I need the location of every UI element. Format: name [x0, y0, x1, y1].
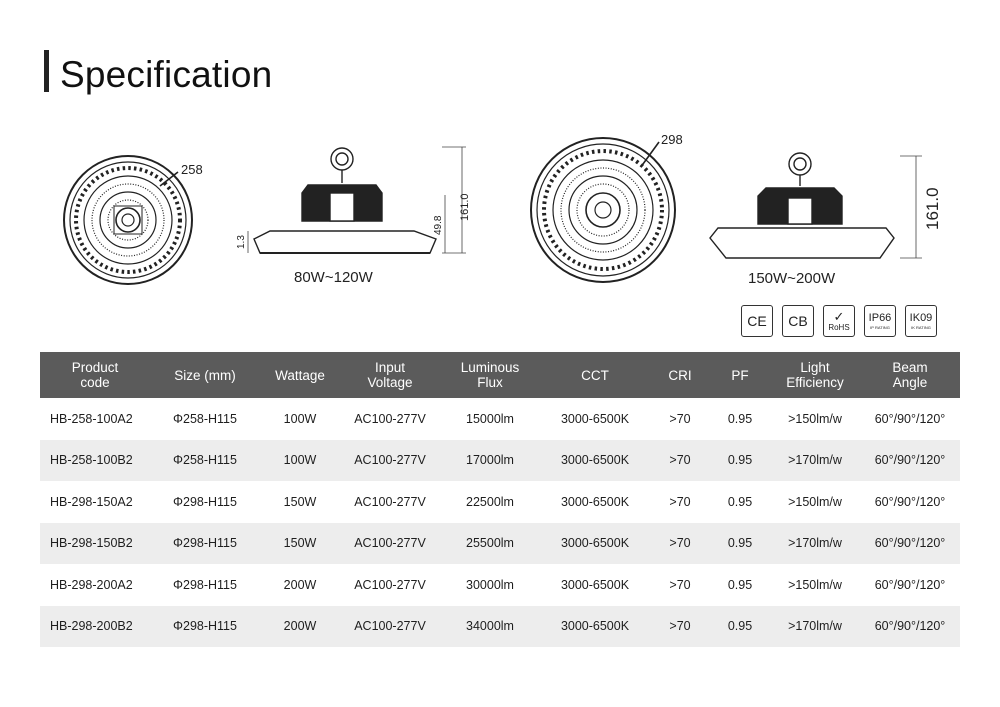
header-cri: CRI	[650, 352, 710, 398]
cell-beam-angle: 60°/90°/120°	[874, 494, 946, 509]
cell-wattage: 150W	[260, 523, 340, 565]
cell-size: Φ258-H115	[173, 411, 237, 426]
cell-product-code: HB-298-150A2	[50, 494, 133, 509]
header-luminous-flux: Luminous Flux	[440, 352, 540, 398]
cell-light-efficiency: >170lm/w	[770, 606, 860, 648]
cell-beam-angle: 60°/90°/120°	[860, 523, 960, 565]
cell-wattage: 100W	[283, 411, 317, 426]
dim-label-49-8: 49.8	[433, 215, 444, 235]
cell-cct: 3000-6500K	[540, 440, 650, 482]
caption-large-model: 150W~200W	[748, 270, 836, 287]
rohs-mark-icon: ✓ RoHS	[823, 305, 855, 337]
cell-cct: 3000-6500K	[560, 411, 630, 426]
table-row	[40, 564, 960, 606]
header-product-code: Product code	[40, 352, 150, 398]
cell-luminous-flux: 34000lm	[440, 606, 540, 648]
cell-wattage: 200W	[283, 577, 317, 592]
cell-cct: 3000-6500K	[540, 523, 650, 565]
cell-product-code: HB-258-100A2	[50, 411, 133, 426]
specification-table	[40, 352, 960, 647]
cell-beam-angle: 60°/90°/120°	[874, 577, 946, 592]
ik09-mark-icon: IK09 IK RATING	[905, 305, 937, 337]
dim-label-298: 298	[661, 132, 683, 147]
cell-input-voltage: AC100-277V	[340, 440, 440, 482]
cell-light-efficiency: >150lm/w	[788, 411, 842, 426]
cell-input-voltage: AC100-277V	[354, 411, 426, 426]
cell-beam-angle: 60°/90°/120°	[874, 411, 946, 426]
dim-label-161-large: 161.0	[923, 187, 942, 230]
cell-pf: 0.95	[727, 411, 753, 426]
cell-luminous-flux: 25500lm	[440, 523, 540, 565]
check-mark-icon: ✓	[833, 308, 845, 324]
cell-cri: >70	[669, 577, 691, 592]
cell-luminous-flux: 22500lm	[466, 494, 514, 509]
cell-cri: >70	[669, 494, 691, 509]
cell-cri: >70	[650, 523, 710, 565]
cell-pf: 0.95	[710, 606, 770, 648]
top-view-drawing-large	[525, 128, 705, 288]
caption-small-model: 80W~120W	[294, 269, 373, 286]
cell-product-code: HB-298-200B2	[40, 606, 150, 648]
cell-pf: 0.95	[727, 494, 753, 509]
cell-beam-angle: 60°/90°/120°	[860, 440, 960, 482]
page-title: Specification	[60, 54, 273, 95]
ip66-mark-icon: IP66 IP RATING	[864, 305, 896, 337]
table-row	[40, 481, 960, 523]
cell-wattage: 150W	[283, 494, 317, 509]
table-header-row	[40, 352, 960, 398]
dim-label-161-small: 161.0	[459, 193, 471, 221]
cell-cri: >70	[650, 440, 710, 482]
cell-luminous-flux: 17000lm	[440, 440, 540, 482]
side-view-drawing-large	[700, 140, 950, 265]
cell-size: Φ298-H115	[150, 606, 260, 648]
dim-label-1-3: 1.3	[236, 235, 247, 249]
cell-cri: >70	[650, 606, 710, 648]
dim-label-258: 258	[181, 162, 203, 177]
cell-size: Φ258-H115	[150, 440, 260, 482]
cell-light-efficiency: >170lm/w	[770, 523, 860, 565]
table-row	[40, 398, 960, 440]
header-light-efficiency: Light Efficiency	[770, 352, 860, 398]
cell-beam-angle: 60°/90°/120°	[860, 606, 960, 648]
cell-cct: 3000-6500K	[560, 577, 630, 592]
header-wattage: Wattage	[260, 352, 340, 398]
ce-mark-icon: CE	[741, 305, 773, 337]
cell-input-voltage: AC100-277V	[354, 577, 426, 592]
table-row	[40, 606, 960, 648]
header-input-voltage: Input Voltage	[340, 352, 440, 398]
cell-product-code: HB-258-100B2	[40, 440, 150, 482]
cell-wattage: 200W	[260, 606, 340, 648]
cell-light-efficiency: >150lm/w	[788, 577, 842, 592]
cell-input-voltage: AC100-277V	[354, 494, 426, 509]
cell-cct: 3000-6500K	[560, 494, 630, 509]
certification-marks	[741, 305, 937, 337]
header-cct: CCT	[540, 352, 650, 398]
cell-pf: 0.95	[727, 577, 753, 592]
cell-input-voltage: AC100-277V	[340, 606, 440, 648]
cell-light-efficiency: >150lm/w	[788, 494, 842, 509]
top-view-drawing-small	[60, 150, 220, 290]
cell-size: Φ298-H115	[173, 494, 237, 509]
cell-cct: 3000-6500K	[540, 606, 650, 648]
cell-luminous-flux: 30000lm	[466, 577, 514, 592]
cell-size: Φ298-H115	[173, 577, 237, 592]
side-view-drawing-small	[230, 135, 490, 265]
cell-product-code: HB-298-200A2	[50, 577, 133, 592]
cell-cri: >70	[669, 411, 691, 426]
cell-wattage: 100W	[260, 440, 340, 482]
header-pf: PF	[710, 352, 770, 398]
header-beam-angle: Beam Angle	[860, 352, 960, 398]
cell-input-voltage: AC100-277V	[340, 523, 440, 565]
title-accent-bar	[44, 50, 49, 92]
header-size: Size (mm)	[150, 352, 260, 398]
cell-pf: 0.95	[710, 440, 770, 482]
cell-product-code: HB-298-150B2	[40, 523, 150, 565]
cell-luminous-flux: 15000lm	[466, 411, 514, 426]
cell-size: Φ298-H115	[150, 523, 260, 565]
cell-pf: 0.95	[710, 523, 770, 565]
cb-mark-icon: CB	[782, 305, 814, 337]
table-row	[40, 523, 960, 565]
cell-light-efficiency: >170lm/w	[770, 440, 860, 482]
table-row	[40, 440, 960, 482]
